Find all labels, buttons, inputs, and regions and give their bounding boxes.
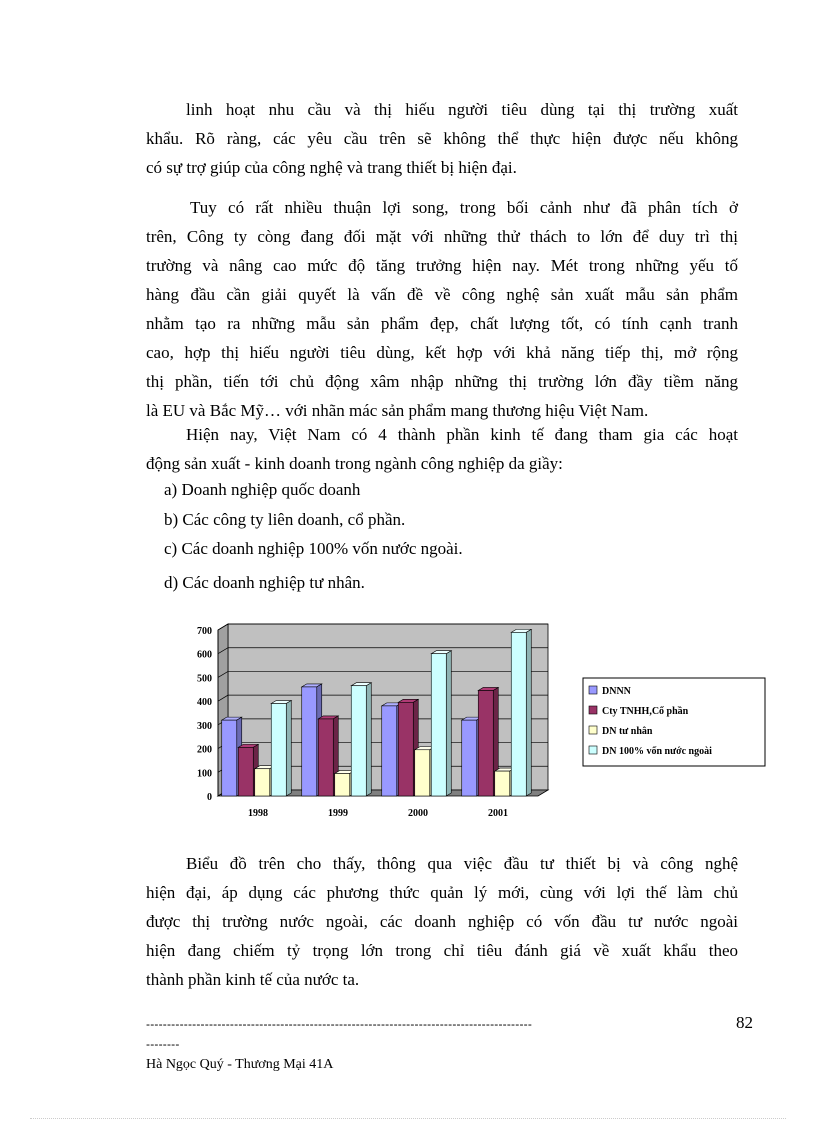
y-tick-label: 600 [197, 649, 212, 661]
legend-swatch [589, 726, 597, 734]
bar-3-1999 [335, 773, 350, 796]
list-item: d) Các doanh nghiệp tư nhân. [164, 572, 365, 592]
legend-label: Cty TNHH,Cổ phần [602, 706, 689, 717]
paragraph-line: cao, hợp thị hiếu người tiêu dùng, kết hợp với khả năng tiếp thị, mở rộng [146, 343, 738, 362]
x-tick-label: 1998 [248, 808, 268, 819]
paragraph-line: được thị trường nước ngoài, các doanh nghiệp có vốn đầu tư nước ngoài [146, 912, 738, 931]
paragraph-line: trường và nâng cao mức độ tăng trưởng hiện nay. Mét trong những yếu tố [146, 256, 738, 275]
y-tick-label: 700 [197, 626, 212, 637]
bar-chart [180, 618, 770, 828]
footer-divider: -------------------------------------------------------------------------------------------- [146, 1017, 533, 1031]
paragraph-line: khẩu. Rõ ràng, các yêu cầu trên sẽ không thể thực hiện được nếu không [146, 129, 738, 148]
bar-chart-svg [180, 618, 770, 828]
paragraph-line: hiện đang chiếm tỷ trọng lớn trong chỉ tiêu đánh giá về xuất khẩu theo [146, 941, 738, 960]
paragraph-line: có sự trợ giúp của công nghệ và trang thiết bị hiện đại. [146, 158, 517, 177]
bar-4-2001 [511, 632, 526, 796]
legend-label: DN tư nhân [602, 726, 653, 737]
legend-swatch [589, 706, 597, 714]
paragraph-line: thành phần kinh tế của nước ta. [146, 970, 360, 989]
page-bottom-rule [30, 1118, 786, 1119]
bar-side [526, 629, 531, 796]
paragraph-4 [146, 849, 738, 994]
paragraph-line: Tuy có rất nhiều thuận lợi song, trong bối cảnh như đã phân tích ở [190, 198, 738, 217]
page-number: 82 [736, 1013, 753, 1032]
paragraph-line: là EU và Bắc Mỹ… với nhãn mác sản phẩm mang thương hiệu Việt Nam. [146, 401, 649, 420]
paragraph-line: Biểu đồ trên cho thấy, thông qua việc đầu tư thiết bị và công nghệ [186, 854, 738, 873]
legend-label: DN 100% vốn nước ngoài [602, 746, 712, 757]
footer-divider-continuation: -------- [146, 1037, 180, 1051]
y-tick-label: 200 [197, 744, 212, 756]
x-tick-label: 2000 [408, 808, 428, 819]
paragraph-3 [146, 420, 738, 478]
bar-4-1998 [271, 704, 286, 796]
bar-1-1999 [302, 687, 317, 796]
bar-2-2000 [398, 702, 413, 796]
legend-swatch [589, 686, 597, 694]
bar-4-1999 [351, 686, 366, 796]
list-item: c) Các doanh nghiệp 100% vốn nước ngoài. [164, 539, 463, 559]
bar-1-2001 [462, 720, 477, 796]
enterprise-type-list [146, 475, 738, 597]
list-item: b) Các công ty liên doanh, cổ phần. [164, 509, 406, 529]
bar-2-1999 [318, 719, 333, 796]
paragraph-line: linh hoạt nhu cầu và thị hiếu người tiêu dùng tại thị trường xuất [186, 100, 738, 119]
paragraph-line: hàng đầu cần giải quyết là vấn đề về công nghệ sản xuất mẫu sản phẩm [146, 285, 738, 304]
footer-author: Hà Ngọc Quý - Thương Mại 41A [146, 1057, 334, 1072]
y-tick-label: 100 [197, 768, 212, 780]
legend-label: DNNN [602, 686, 631, 697]
y-tick-label: 300 [197, 720, 212, 732]
list-item: a) Doanh nghiệp quốc doanh [164, 480, 361, 499]
legend-swatch [589, 746, 597, 754]
x-tick-label: 2001 [488, 808, 508, 819]
paragraph-2 [146, 193, 738, 425]
y-tick-label: 500 [197, 673, 212, 685]
bar-3-2001 [495, 771, 510, 796]
bar-3-2000 [415, 750, 430, 796]
paragraph-line: nhằm tạo ra những mẫu sản phẩm đẹp, chất lượng tốt, có tính cạnh tranh [146, 314, 738, 333]
bar-2-2001 [478, 690, 493, 796]
bar-1-1998 [222, 720, 237, 796]
bar-2-1998 [238, 747, 253, 796]
x-tick-label: 1999 [328, 808, 348, 819]
paragraph-line: hiện đại, áp dụng các phương thức quản lý mới, cùng với lợi thế làm chủ [146, 883, 738, 902]
y-tick-label: 0 [207, 792, 212, 803]
bar-3-1998 [255, 769, 270, 796]
bar-side [366, 683, 371, 796]
paragraph-line: Hiện nay, Việt Nam có 4 thành phần kinh tế đang tham gia các hoạt [186, 425, 738, 444]
paragraph-line: thị phần, tiến tới chủ động xâm nhập những thị trường lớn đầy tiềm năng [146, 372, 738, 391]
bar-side [446, 651, 451, 796]
paragraph-1 [146, 95, 738, 182]
bar-1-2000 [382, 706, 397, 796]
paragraph-line: trên, Công ty còng đang đối mặt với những thử thách to lớn để duy trì thị [146, 227, 738, 246]
y-tick-label: 400 [197, 697, 212, 709]
paragraph-line: động sản xuất - kinh doanh trong ngành công nghiệp da giầy: [146, 454, 563, 473]
bar-side [286, 701, 291, 796]
bar-4-2000 [431, 654, 446, 796]
